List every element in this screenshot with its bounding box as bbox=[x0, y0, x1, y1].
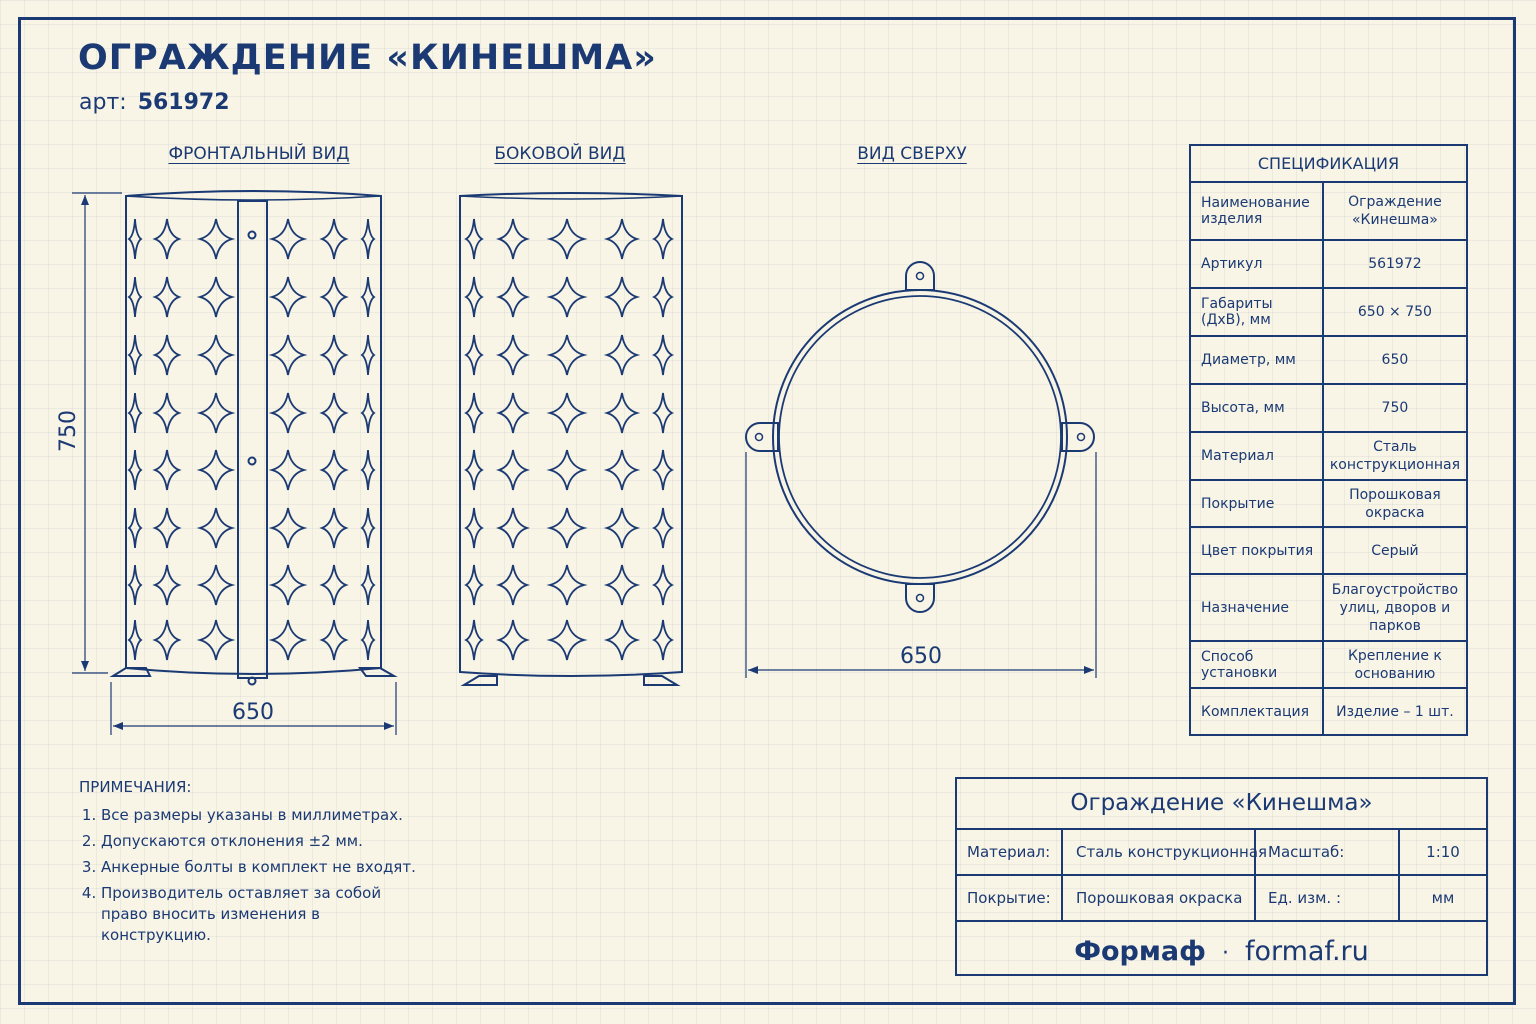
spec-row bbox=[1190, 480, 1467, 527]
scale-label: Масштаб: bbox=[1256, 830, 1400, 874]
star-perforation bbox=[362, 335, 374, 375]
star-perforation bbox=[322, 508, 346, 548]
star-perforation bbox=[272, 620, 304, 660]
spec-row-value: 650 × 750 bbox=[1323, 288, 1467, 336]
star-perforation bbox=[322, 219, 346, 259]
star-perforation bbox=[654, 277, 672, 317]
star-perforation bbox=[499, 508, 527, 548]
spec-row bbox=[1190, 182, 1467, 240]
star-perforation bbox=[550, 565, 584, 605]
star-perforation bbox=[362, 450, 374, 490]
spec-title: СПЕЦИФИКАЦИЯ bbox=[1190, 145, 1467, 182]
star-perforation bbox=[550, 277, 584, 317]
spec-row bbox=[1190, 641, 1467, 688]
star-perforation bbox=[550, 335, 584, 375]
spec-row-value: Серый bbox=[1323, 527, 1467, 574]
star-perforation bbox=[129, 393, 141, 433]
star-perforation bbox=[362, 219, 374, 259]
star-perforation bbox=[362, 620, 374, 660]
star-perforation bbox=[272, 450, 304, 490]
spec-row-name: Материал bbox=[1190, 432, 1323, 480]
front-view-pattern bbox=[129, 219, 374, 660]
spec-row-name: Покрытие bbox=[1190, 480, 1323, 527]
star-perforation bbox=[654, 219, 672, 259]
star-perforation bbox=[155, 277, 179, 317]
star-perforation bbox=[155, 565, 179, 605]
star-perforation bbox=[200, 277, 232, 317]
star-perforation bbox=[129, 565, 141, 605]
star-perforation bbox=[499, 620, 527, 660]
front-view-body bbox=[126, 191, 381, 674]
star-perforation bbox=[607, 277, 637, 317]
separator-dot: · bbox=[1221, 941, 1229, 966]
spec-row bbox=[1190, 336, 1467, 384]
star-perforation bbox=[550, 620, 584, 660]
star-perforation bbox=[272, 393, 304, 433]
star-perforation bbox=[129, 508, 141, 548]
article-label: арт: bbox=[79, 90, 127, 115]
title-block-row-material bbox=[957, 830, 1486, 876]
top-view-outer-ring bbox=[773, 290, 1067, 584]
star-perforation bbox=[362, 508, 374, 548]
star-perforation bbox=[466, 450, 482, 490]
star-perforation bbox=[607, 450, 637, 490]
side-view-top-rim bbox=[460, 196, 682, 199]
star-perforation bbox=[607, 620, 637, 660]
star-perforation bbox=[654, 450, 672, 490]
note-item: 4. Производитель оставляет за собой право вносить изменения в конструкцию. bbox=[101, 883, 431, 946]
star-perforation bbox=[466, 620, 482, 660]
front-view-dimensions bbox=[72, 193, 396, 735]
specification-table bbox=[1189, 144, 1468, 736]
star-perforation bbox=[607, 219, 637, 259]
spec-row bbox=[1190, 527, 1467, 574]
spec-row-value: Порошковая окраска bbox=[1323, 480, 1467, 527]
spec-row-value: 650 bbox=[1323, 336, 1467, 384]
star-perforation bbox=[550, 393, 584, 433]
spec-row-name: Комплектация bbox=[1190, 688, 1323, 735]
star-perforation bbox=[466, 277, 482, 317]
title-block bbox=[955, 777, 1488, 976]
spec-row-name: Диаметр, мм bbox=[1190, 336, 1323, 384]
star-perforation bbox=[466, 393, 482, 433]
unit-label: Ед. изм. : bbox=[1256, 876, 1400, 920]
side-view-foot-right bbox=[644, 676, 677, 685]
brand-name: Формаф bbox=[1074, 936, 1206, 967]
rivet bbox=[249, 232, 256, 239]
side-view bbox=[460, 193, 682, 685]
star-perforation bbox=[322, 620, 346, 660]
top-view-inner-ring bbox=[779, 296, 1061, 578]
spec-row-name: Способ установки bbox=[1190, 641, 1323, 688]
star-perforation bbox=[607, 565, 637, 605]
star-perforation bbox=[200, 508, 232, 548]
page-title: ОГРАЖДЕНИЕ «КИНЕШМА» bbox=[78, 38, 657, 78]
star-perforation bbox=[129, 335, 141, 375]
spec-row-value: 750 bbox=[1323, 384, 1467, 432]
top-view bbox=[746, 262, 1094, 612]
spec-row bbox=[1190, 288, 1467, 336]
star-perforation bbox=[322, 565, 346, 605]
front-view-label: ФРОНТАЛЬНЫЙ ВИД bbox=[168, 144, 350, 164]
side-view-pattern bbox=[466, 219, 672, 660]
spec-row bbox=[1190, 384, 1467, 432]
star-perforation bbox=[129, 620, 141, 660]
star-perforation bbox=[550, 219, 584, 259]
star-perforation bbox=[654, 565, 672, 605]
star-perforation bbox=[155, 508, 179, 548]
title-block-row-coating bbox=[957, 876, 1486, 922]
star-perforation bbox=[550, 450, 584, 490]
top-view-label: ВИД СВЕРХУ bbox=[857, 144, 967, 164]
star-perforation bbox=[200, 335, 232, 375]
star-perforation bbox=[272, 219, 304, 259]
coating-value: Порошковая окраска bbox=[1063, 876, 1256, 920]
spec-row-name: Артикул bbox=[1190, 240, 1323, 288]
star-perforation bbox=[362, 393, 374, 433]
star-perforation bbox=[466, 565, 482, 605]
spec-row-name: Назначение bbox=[1190, 574, 1323, 641]
title-block-title: Ограждение «Кинешма» bbox=[957, 779, 1486, 830]
notes-heading: ПРИМЕЧАНИЯ: bbox=[79, 778, 192, 796]
star-perforation bbox=[200, 620, 232, 660]
material-value: Сталь конструкционная bbox=[1063, 830, 1256, 874]
scale-value: 1:10 bbox=[1426, 843, 1460, 861]
star-perforation bbox=[322, 335, 346, 375]
star-perforation bbox=[155, 393, 179, 433]
spec-row-value: Изделие – 1 шт. bbox=[1323, 688, 1467, 735]
material-label: Материал: bbox=[957, 830, 1063, 874]
star-perforation bbox=[322, 450, 346, 490]
top-view-lug-top bbox=[906, 262, 934, 290]
star-perforation bbox=[362, 565, 374, 605]
spec-row bbox=[1190, 432, 1467, 480]
star-perforation bbox=[322, 277, 346, 317]
star-perforation bbox=[272, 508, 304, 548]
front-height-value: 750 bbox=[56, 410, 81, 452]
notes-block bbox=[79, 778, 431, 951]
star-perforation bbox=[499, 565, 527, 605]
star-perforation bbox=[200, 219, 232, 259]
top-diameter-value: 650 bbox=[900, 644, 942, 669]
star-perforation bbox=[155, 335, 179, 375]
star-perforation bbox=[129, 277, 141, 317]
star-perforation bbox=[499, 277, 527, 317]
star-perforation bbox=[200, 393, 232, 433]
star-perforation bbox=[466, 219, 482, 259]
coating-label: Покрытие: bbox=[957, 876, 1063, 920]
spec-row-name: Габариты (ДхВ), мм bbox=[1190, 288, 1323, 336]
spec-row-name: Цвет покрытия bbox=[1190, 527, 1323, 574]
top-view-lug-bottom bbox=[906, 584, 934, 612]
side-view-body bbox=[460, 193, 682, 676]
star-perforation bbox=[200, 565, 232, 605]
spec-row-value: Благоустройство улиц, дворов и парков bbox=[1323, 574, 1467, 641]
side-view-label: БОКОВОЙ ВИД bbox=[494, 144, 626, 164]
star-perforation bbox=[272, 277, 304, 317]
star-perforation bbox=[607, 393, 637, 433]
front-view-top-rim bbox=[126, 196, 381, 200]
star-perforation bbox=[499, 450, 527, 490]
brand-site[interactable]: formaf.ru bbox=[1244, 936, 1369, 967]
front-view bbox=[113, 191, 394, 685]
article-number: 561972 bbox=[137, 90, 230, 115]
star-perforation bbox=[654, 508, 672, 548]
star-perforation bbox=[155, 219, 179, 259]
front-view-seam-strip bbox=[238, 201, 267, 678]
side-view-foot-left bbox=[464, 676, 497, 685]
star-perforation bbox=[322, 393, 346, 433]
spec-row-value: Ограждение «Кинешма» bbox=[1323, 182, 1467, 240]
note-item: 2. Допускаются отклонения ±2 мм. bbox=[101, 831, 431, 852]
spec-row-name: Высота, мм bbox=[1190, 384, 1323, 432]
star-perforation bbox=[129, 219, 141, 259]
star-perforation bbox=[654, 620, 672, 660]
star-perforation bbox=[499, 335, 527, 375]
spec-row bbox=[1190, 688, 1467, 735]
note-item: 1. Все размеры указаны в миллиметрах. bbox=[101, 805, 431, 826]
brand-line bbox=[957, 922, 1486, 978]
star-perforation bbox=[607, 508, 637, 548]
spec-row bbox=[1190, 240, 1467, 288]
star-perforation bbox=[466, 508, 482, 548]
star-perforation bbox=[155, 620, 179, 660]
note-item: 3. Анкерные болты в комплект не входят. bbox=[101, 857, 431, 878]
star-perforation bbox=[654, 335, 672, 375]
star-perforation bbox=[200, 450, 232, 490]
unit-value: мм bbox=[1431, 889, 1455, 907]
spec-row-value: Крепление к основанию bbox=[1323, 641, 1467, 688]
star-perforation bbox=[607, 335, 637, 375]
spec-row-value: 561972 bbox=[1323, 240, 1467, 288]
star-perforation bbox=[272, 565, 304, 605]
star-perforation bbox=[272, 335, 304, 375]
star-perforation bbox=[550, 508, 584, 548]
star-perforation bbox=[499, 219, 527, 259]
star-perforation bbox=[362, 277, 374, 317]
spec-row bbox=[1190, 574, 1467, 641]
star-perforation bbox=[155, 450, 179, 490]
star-perforation bbox=[466, 335, 482, 375]
rivet bbox=[249, 458, 256, 465]
spec-row-name: Наименование изделия bbox=[1190, 182, 1323, 240]
star-perforation bbox=[129, 450, 141, 490]
front-width-value: 650 bbox=[232, 700, 274, 725]
star-perforation bbox=[499, 393, 527, 433]
spec-row-value: Сталь конструкционная bbox=[1323, 432, 1467, 480]
star-perforation bbox=[654, 393, 672, 433]
